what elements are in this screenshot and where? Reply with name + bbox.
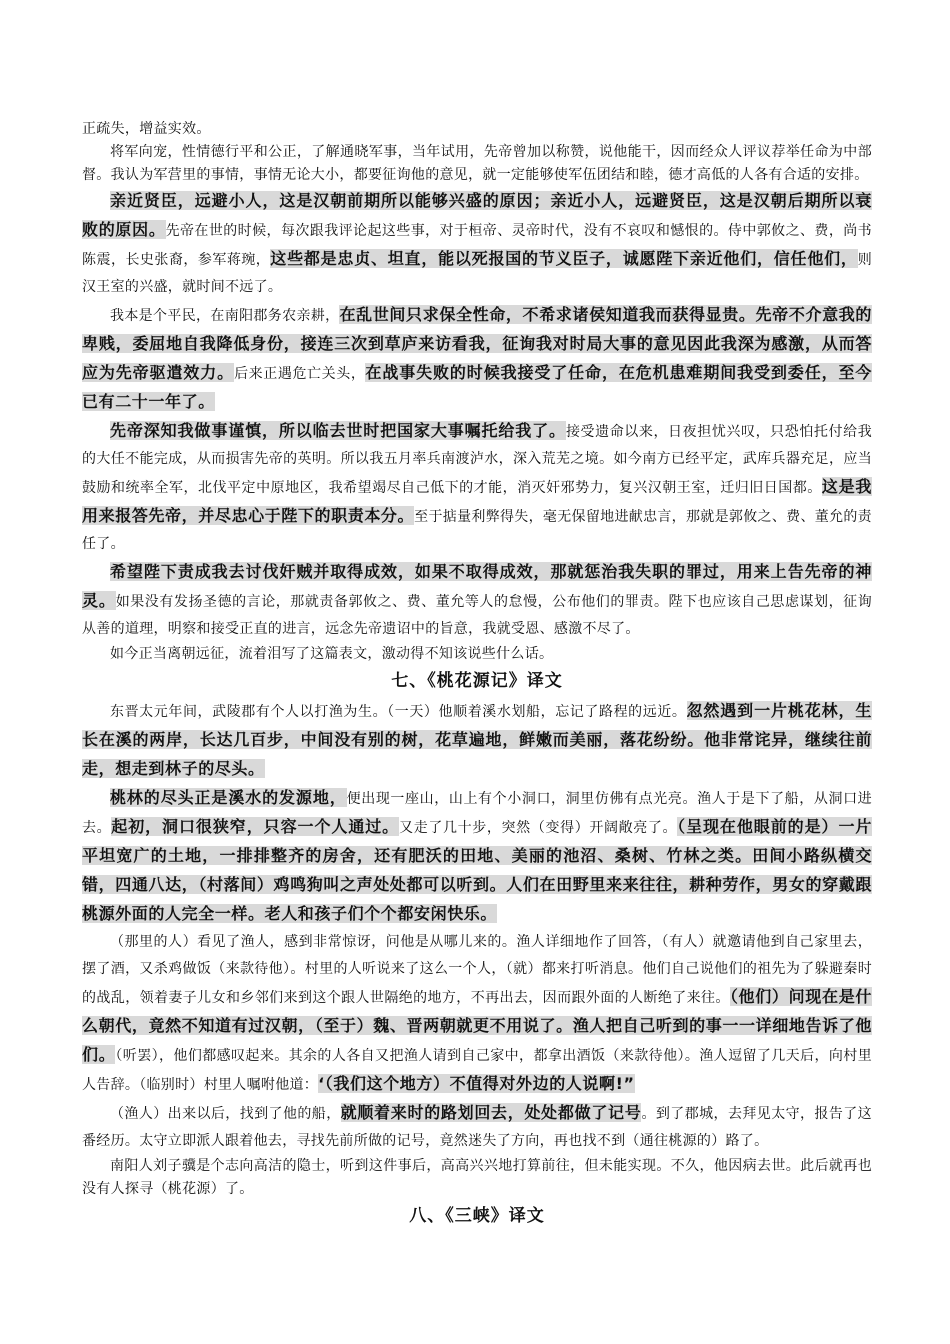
paragraph xyxy=(82,417,872,558)
body-text: 如今正当离朝远征，流着泪写了这篇表文，激动得不知该说些什么话。 xyxy=(110,646,554,662)
highlighted-text: 亲近贤臣，远避小人，这是汉朝前期所以能够兴盛的原因；亲近小人，远避贤臣，这是汉朝后期所以衰败的原因。 xyxy=(82,191,872,239)
body-text: 至于掂量利弊得失，毫无保留地进献忠言，那就是郭攸之、费、董允的责任了。 xyxy=(82,509,872,552)
paragraph xyxy=(82,301,872,417)
body-text: 如果没有发扬圣德的言论，那就责备郭攸之、费、董允等人的怠慢，公布他们的罪责。陛下也应该自己思虑谋划，征询从善的道理，明察和接受正直的进言，远念先帝遗诏中的旨意，我就受恩、感激不尽了。 xyxy=(82,594,872,637)
highlighted-text: 希望陛下责成我去讨伐奸贼并取得成效，如果不取得成效，那就惩治我失职的罪过，用来上告先帝的神灵。 xyxy=(82,562,872,610)
body-text: 南阳人刘子骥是个志向高洁的隐士，听到这件事后，高高兴兴地打算前往，但未能实现。不久，他因病去世。此后就再也没有人探寻（桃花源）了。 xyxy=(82,1158,872,1197)
body-text: 接受遗命以来，日夜担忧兴叹，只恐怕托付给我的大任不能完成，从而损害先帝的英明。所以我五月率兵南渡泸水，深入荒芜之境。如今南方已经平定，武库兵器充足，应当鼓励和统率全军，北伐平定中原地区，我希望竭尽自己低下的才能，消灭奸邪势力，复兴汉朝王室，迁归旧日国都。 xyxy=(82,424,872,496)
body-text: 后来正遇危亡关头， xyxy=(234,366,366,382)
document-page xyxy=(82,118,872,1232)
paragraph xyxy=(82,141,872,187)
highlighted-text: 这些都是忠贞、坦直，能以死报国的节义臣子，诚愿陛下亲近他们，信任他们， xyxy=(270,249,858,268)
body-text: 。到了郡城，去拜见太守，报告了这番经历。太守立即派人跟着他去，寻找先前所做的记号，竟然迷失了方向，再也找不到（通往桃源的）路了。 xyxy=(82,1106,872,1149)
section-heading-taohuayuanji: 七、《桃花源记》译文 xyxy=(391,671,563,691)
paragraph xyxy=(82,118,872,141)
highlighted-text: 就顺着来时的路划回去，处处都做了记号 xyxy=(340,1103,642,1122)
paragraph xyxy=(82,643,872,666)
section-heading-sanxia: 八、《三峡》译文 xyxy=(409,1206,545,1226)
paragraph xyxy=(82,558,872,643)
section-chushibiao-translation xyxy=(82,118,872,666)
highlighted-text: 先帝深知我做事谨慎，所以临去世时把国家大事嘱托给我了。 xyxy=(110,421,566,440)
body-text: 则汉王室的兴盛，就时间不远了。 xyxy=(82,252,872,295)
highlighted-text: 在乱世间只求保全性命，不希求诸侯知道我而获得显贵。先帝不介意我的卑贱，委屈地自我降低身份，接连三次到草庐来访看我，征询我对时局大事的意见因此我深为感激，从而答应为先帝驱遣效力。 xyxy=(82,305,872,382)
body-text: 我本是个平民，在南阳郡务农亲耕， xyxy=(110,308,340,324)
paragraph xyxy=(82,187,872,301)
body-text: （那里的人）看见了渔人，感到非常惊讶，问他是从哪儿来的。渔人详细地作了回答，（有人）就邀请他到自己家里去，摆了酒，又杀鸡做饭（来款待他）。村里的人听说来了这么一个人，（就）都来打听消息。他们自己说他们的祖先为了躲避秦时的战乱，领着妻子儿女和乡邻们来到这个跟人世隔绝的地方，不再出去，因而跟外面的人断绝了来往。 xyxy=(82,934,872,1006)
body-text: 正疏失，增益实效。 xyxy=(82,121,211,137)
paragraph xyxy=(82,1099,872,1155)
paragraph xyxy=(82,1155,872,1201)
body-text: （听罢），他们都感叹起来。其余的人各自又把渔人请到自己家中，都拿出酒饭（来款待他）。渔人逗留了几天后，向村里人告辞。（临别时）村里人嘱咐他道： xyxy=(82,1048,872,1093)
paragraph xyxy=(82,784,872,929)
highlighted-text: 忽然遇到一片桃花林，生长在溪的两岸，长达几百步，中间没有别的树，花草遍地，鲜嫩而美丽，落花纷纷。他非常诧异，继续往前走，想走到林子的尽头。 xyxy=(82,701,872,778)
body-text: 又走了几十步，突然（变得）开阔敞亮了。 xyxy=(399,820,678,836)
highlighted-text: 桃林的尽头正是溪水的发源地， xyxy=(110,788,347,807)
paragraph xyxy=(82,697,872,784)
body-text: 先帝在世的时候，每次跟我评论起这些事，对于桓帝、灵帝时代，没有不哀叹和憾恨的。侍中郭攸之、费，尚书陈震，长史张裔，参军蒋琬， xyxy=(82,223,872,268)
highlighted-text: 在战事失败的时候我接受了任命，在危机患难期间我受到委任，至今已有二十一年了。 xyxy=(82,363,872,411)
body-text: 东晋太元年间，武陵郡有个人以打渔为生。（一天）他顺着溪水划船，忘记了路程的远近。 xyxy=(110,704,687,720)
body-text: （渔人）出来以后，找到了他的船， xyxy=(110,1106,341,1122)
highlighted-text: 这是我用来报答先帝，并尽忠心于陛下的职责本分。 xyxy=(82,477,872,525)
body-text: 将军向宠，性情德行平和公正，了解通晓军事，当年试用，先帝曾加以称赞，说他能干，因而经众人评议荐举任命为中部督。我认为军营里的事情，事情无论大小，都要征询他的意见，就一定能够使军伍团结和睦，德才高低的人各有合适的安排。 xyxy=(82,144,872,183)
highlighted-text: （他们）问现在是什么朝代，竟然不知道有过汉朝，（至于）魏、晋两朝就更不用说了。渔人把自己听到的事一一详细地告诉了他们。 xyxy=(82,987,872,1064)
section-taohuayuanji-translation xyxy=(82,697,872,1201)
paragraph xyxy=(82,929,872,1099)
highlighted-text: 起初，洞口很狭窄，只容一个人通过。 xyxy=(111,817,400,836)
body-text: 便出现一座山，山上有个小洞口，洞里仿佛有点光亮。渔人于是下了船，从洞口进去。 xyxy=(82,791,872,836)
highlighted-text: ‘（我们这个地方）不值得对外边的人说啊!” xyxy=(318,1074,635,1093)
highlighted-text: （呈现在他眼前的是）一片平坦宽广的土地，一排排整齐的房舍，还有肥沃的田地、美丽的池沼、桑树、竹林之类。田间小路纵横交错，四通八达，（村落间）鸡鸣狗叫之声处处都可以听到。人们在田野里来来往往，耕种劳作，男女的穿戴跟桃源外面的人完全一样。老人和孩子们个个都安闲快乐。 xyxy=(82,817,872,923)
